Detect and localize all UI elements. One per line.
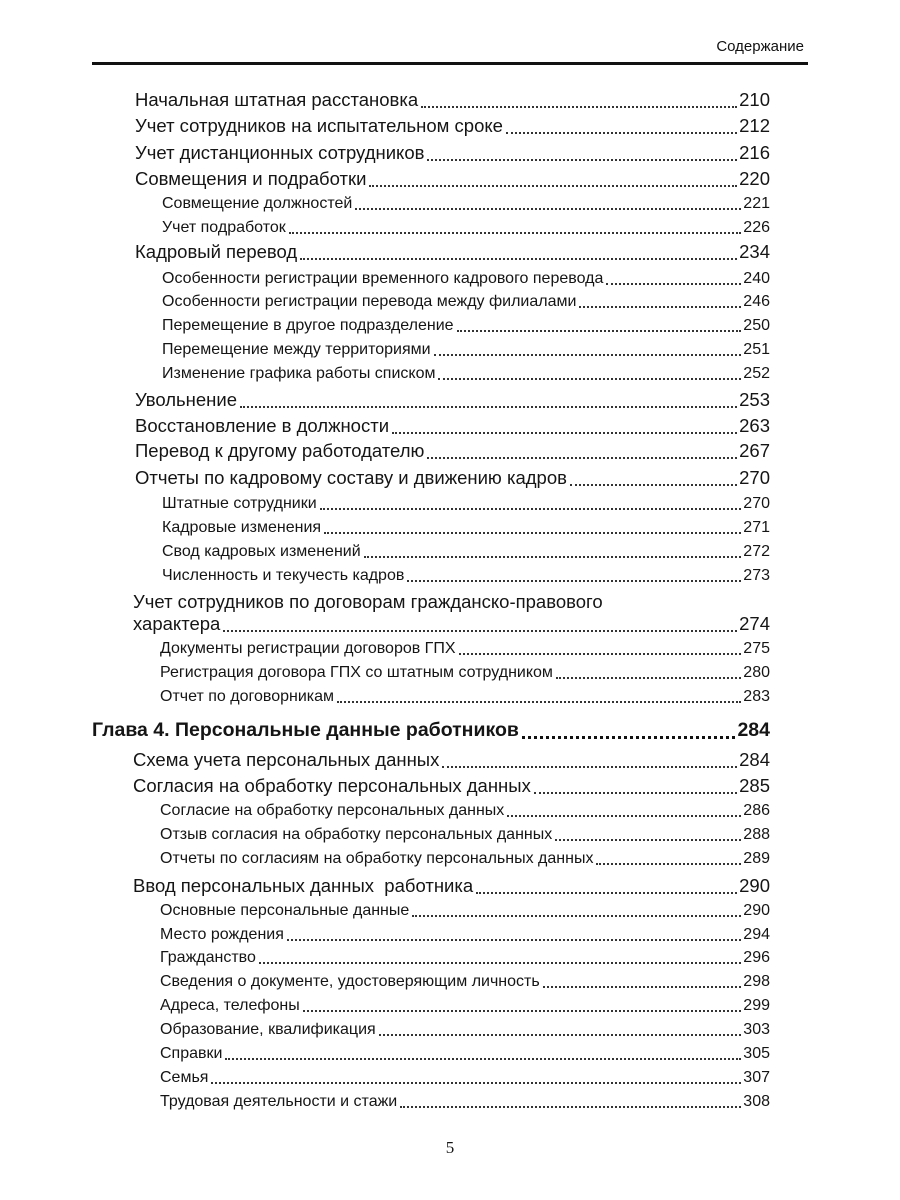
toc-subentry (160, 827, 770, 843)
toc-entry-title: Согласие на обработку персональных данных (160, 802, 505, 819)
toc-entry-title: Численность и текучесть кадров (162, 567, 405, 584)
toc-subentry (160, 950, 770, 966)
toc-entry (133, 877, 770, 896)
dot-leader (438, 378, 741, 380)
toc-entry-title: Адреса, телефоны (160, 997, 300, 1014)
toc-subentry (160, 1022, 770, 1038)
dot-leader (506, 132, 737, 134)
toc-entry-page: 216 (739, 142, 770, 163)
toc-entry (135, 417, 770, 436)
dot-leader (522, 736, 736, 739)
dot-leader (240, 406, 737, 408)
dot-leader (303, 1010, 742, 1012)
toc-entry-page: 271 (743, 519, 770, 536)
toc-subentry (162, 294, 770, 310)
toc-entry-page: 270 (739, 467, 770, 488)
toc-entry-title: Свод кадровых изменений (162, 543, 361, 560)
toc-entry (133, 777, 770, 796)
toc-entry-title: Увольнение (135, 389, 237, 410)
toc-entry-title: Учет дистанционных сотрудников (135, 142, 425, 163)
dot-leader (337, 701, 741, 703)
toc-entry-page: 252 (743, 365, 770, 382)
toc-subentry (160, 1070, 770, 1086)
toc-entry-title: Изменение графика работы списком (162, 365, 436, 382)
dot-leader (596, 863, 741, 865)
toc-entry-title: Сведения о документе, удостоверяющим личность (160, 973, 540, 990)
toc-entry-page: 263 (739, 415, 770, 436)
header-rule (92, 62, 808, 65)
dot-leader (434, 354, 742, 356)
toc-entry (135, 144, 770, 163)
toc-entry-page: 273 (743, 567, 770, 584)
toc-subentry (160, 689, 770, 705)
toc-entry (135, 170, 770, 189)
toc-subentry (162, 220, 770, 236)
toc-entry-page: 270 (743, 495, 770, 512)
dot-leader (379, 1034, 742, 1036)
toc-entry-page: 272 (743, 543, 770, 560)
toc-entry-title: Совмещение должностей (162, 195, 353, 212)
toc-entry-page: 305 (743, 1045, 770, 1062)
dot-leader (555, 839, 741, 841)
toc-entry-page: 226 (743, 219, 770, 236)
toc-entry-page: 253 (739, 389, 770, 410)
dot-leader (211, 1082, 741, 1084)
toc-entry-page: 240 (743, 270, 770, 287)
dot-leader (392, 432, 737, 434)
toc-entry-title: Место рождения (160, 926, 284, 943)
toc-entry-title: Перемещение между территориями (162, 341, 431, 358)
toc-entry-page: 210 (739, 89, 770, 110)
toc-entry-title: Восстановление в должности (135, 415, 390, 436)
dot-leader (606, 283, 741, 285)
toc-subentry (160, 927, 770, 943)
toc-entry-title: Отзыв согласия на обработку персональных данных (160, 826, 553, 843)
toc-subentry (160, 903, 770, 919)
toc-entry-title: Начальная штатная расстановка (135, 89, 419, 110)
toc-entry-title: Основные персональные данные (160, 902, 410, 919)
toc-entry-page: 275 (743, 640, 770, 657)
dot-leader (324, 532, 741, 534)
toc-entry-title: Согласия на обработку персональных данных (133, 775, 531, 796)
dot-leader (225, 1058, 741, 1060)
dot-leader (507, 815, 741, 817)
toc-entry-title: Кадровые изменения (162, 519, 322, 536)
toc-entry (135, 391, 770, 410)
toc-entry-page: 280 (743, 664, 770, 681)
toc-entry-page: 296 (743, 949, 770, 966)
toc-entry-title: Схема учета персональных данных (133, 749, 440, 770)
dot-leader (459, 653, 742, 655)
dot-leader (407, 580, 741, 582)
toc-entry (135, 469, 770, 488)
dot-leader (223, 630, 737, 632)
toc-entry-title: Особенности регистрации временного кадрового перевода (162, 270, 604, 287)
dot-leader (579, 306, 741, 308)
toc-entry-page: 307 (743, 1069, 770, 1086)
toc-subentry (160, 803, 770, 819)
dot-leader (369, 185, 737, 187)
toc-subentry (162, 271, 770, 287)
toc-entry-title: Отчеты по согласиям на обработку персональных данных (160, 850, 594, 867)
toc-entry (133, 751, 770, 770)
toc-entry-page: 234 (739, 241, 770, 262)
toc-entry-title: Кадровый перевод (135, 241, 298, 262)
dot-leader (476, 892, 737, 894)
dot-leader (355, 208, 741, 210)
toc-entry (135, 91, 770, 110)
dot-leader (364, 556, 742, 558)
toc-entry-page: 299 (743, 997, 770, 1014)
dot-leader (259, 962, 741, 964)
toc-entry-page: 246 (743, 293, 770, 310)
toc-entry-title: Трудовая деятельности и стажи (160, 1093, 398, 1110)
toc-entry-page: 221 (743, 195, 770, 212)
toc-entry-title: Справки (160, 1045, 223, 1062)
toc-subentry (160, 641, 770, 657)
toc-subentry (162, 544, 770, 560)
toc-subentry (160, 974, 770, 990)
dot-leader (534, 792, 737, 794)
toc-entry-page: 286 (743, 802, 770, 819)
dot-leader (442, 766, 737, 768)
toc-entry-title: Учет сотрудников на испытательном сроке (135, 115, 503, 136)
running-header: Содержание (716, 38, 804, 55)
toc-subentry (160, 998, 770, 1014)
toc-entry-page: 212 (739, 115, 770, 136)
toc-entry-title: Перевод к другому работодателю (135, 440, 425, 461)
toc-entry-page: 283 (743, 688, 770, 705)
dot-leader (457, 330, 742, 332)
toc-entry-page: 220 (739, 168, 770, 189)
toc-entry-title: Отчеты по кадровому составу и движению кадров (135, 467, 567, 488)
toc-entry-title: Штатные сотрудники (162, 495, 317, 512)
page-number: 5 (445, 1138, 455, 1157)
toc-entry-title: Документы регистрации договоров ГПХ (160, 640, 456, 657)
toc-entry-page: 289 (743, 850, 770, 867)
dot-leader (412, 915, 741, 917)
toc-chapter-entry (92, 721, 770, 741)
dot-leader (287, 939, 741, 941)
toc-subentry (162, 342, 770, 358)
toc-subentry (160, 1094, 770, 1110)
toc-entry-page: 290 (739, 875, 770, 896)
chapter-title: Глава 4. Персональные данные работников (92, 719, 519, 741)
toc-entry-title: Особенности регистрации перевода между филиалами (162, 293, 577, 310)
dot-leader (427, 159, 737, 161)
toc-entry-page: 298 (743, 973, 770, 990)
toc-entry-title: Ввод персональных данных работника (133, 875, 474, 896)
toc-entry-title: Совмещения и подработки (135, 168, 367, 189)
dot-leader (320, 508, 742, 510)
toc-entry-page: 274 (739, 613, 770, 634)
toc-entry-page: 267 (739, 440, 770, 461)
dot-leader (556, 677, 741, 679)
toc-entry (133, 615, 770, 634)
dot-leader (421, 106, 737, 108)
toc-subentry (162, 520, 770, 536)
toc-entry-title: Перемещение в другое подразделение (162, 317, 454, 334)
dot-leader (300, 258, 737, 260)
toc-subentry (162, 318, 770, 334)
dot-leader (400, 1106, 741, 1108)
toc-entry (135, 442, 770, 461)
toc-entry-title: характера (133, 613, 221, 634)
dot-leader (570, 484, 737, 486)
dot-leader (289, 232, 742, 234)
toc-subentry (160, 1046, 770, 1062)
toc-subentry (162, 366, 770, 382)
toc-entry-title: Гражданство (160, 949, 256, 966)
toc-subentry (162, 568, 770, 584)
toc-entry (135, 117, 770, 136)
toc-entry-page: 303 (743, 1021, 770, 1038)
dot-leader (427, 457, 737, 459)
toc-subentry (160, 665, 770, 681)
toc-subentry (162, 196, 770, 212)
toc-entry-title: Семья (160, 1069, 209, 1086)
toc-entry-page: 285 (739, 775, 770, 796)
toc-entry-page: 284 (737, 719, 770, 741)
toc-entry-title: Отчет по договорникам (160, 688, 335, 705)
toc-entry-page: 308 (743, 1093, 770, 1110)
toc-entry-page: 251 (743, 341, 770, 358)
toc-subentry (160, 851, 770, 867)
toc-entry-title-line1: Учет сотрудников по договорам гражданско-правового (133, 591, 603, 612)
toc-entry (135, 243, 770, 262)
toc-entry-page: 290 (743, 902, 770, 919)
toc-subentry (162, 496, 770, 512)
toc-entry-page: 250 (743, 317, 770, 334)
toc-entry-page: 284 (739, 749, 770, 770)
toc-entry-page: 288 (743, 826, 770, 843)
toc-entry-title: Учет подработок (162, 219, 286, 236)
toc-entry-page: 294 (743, 926, 770, 943)
toc-entry-title: Регистрация договора ГПХ со штатным сотрудником (160, 664, 553, 681)
toc-entry-title: Образование, квалификация (160, 1021, 376, 1038)
dot-leader (543, 986, 742, 988)
